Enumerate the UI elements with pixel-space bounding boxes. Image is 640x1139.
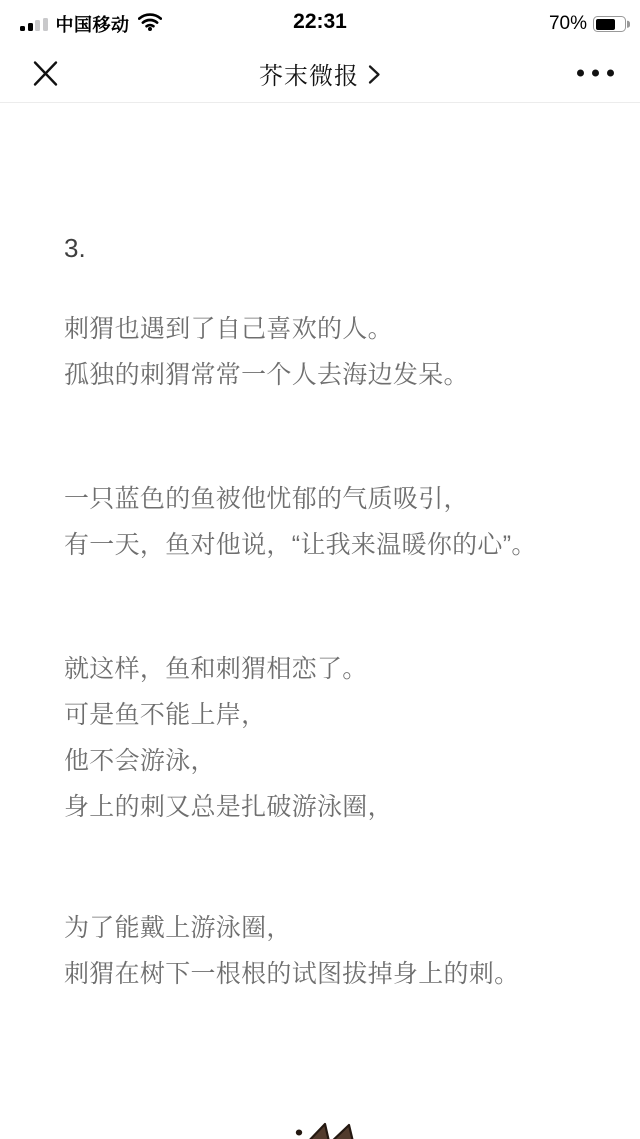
article-line: 刺猬在树下一根根的试图拔掉身上的刺。 (64, 960, 520, 988)
more-menu-button[interactable] (577, 64, 614, 83)
nav-bar (0, 44, 640, 103)
section-number: 3. (64, 233, 86, 263)
status-bar (0, 0, 640, 44)
battery-fill (596, 19, 616, 30)
article-line: 为了能戴上游泳圈， (64, 914, 292, 942)
battery-icon (593, 16, 626, 32)
article-line: 就这样，鱼和刺猬相恋了。 (64, 655, 368, 683)
account-title-button[interactable] (259, 56, 381, 91)
battery-cap (627, 21, 630, 28)
article-content[interactable] (0, 225, 640, 997)
article-line: 有一天，鱼对他说，“让我来温暖你的心”。 (64, 531, 537, 559)
close-icon (32, 74, 59, 91)
carrier-label: 中国移动 (55, 15, 130, 35)
stanza (64, 306, 610, 398)
close-button[interactable] (32, 60, 59, 87)
status-time: 22:31 (293, 10, 347, 33)
article-line: 刺猬也遇到了自己喜欢的人。 (64, 315, 393, 343)
article-line: 孤独的刺猬常常一个人去海边发呆。 (64, 361, 469, 389)
stanza (64, 646, 610, 830)
article-line: 身上的刺又总是扎破游泳圈， (64, 793, 393, 821)
page-title: 芥末微报 (259, 62, 359, 90)
stanza (64, 476, 610, 568)
article-line: 他不会游泳， (64, 747, 216, 775)
article-line: 一只蓝色的鱼被他忧郁的气质吸引， (64, 485, 469, 513)
chevron-right-icon (368, 61, 381, 85)
stanza (64, 905, 610, 997)
status-bar-right (549, 13, 626, 35)
hedgehog-illustration-top-icon (294, 1120, 358, 1139)
more-menu-icon (577, 70, 584, 77)
article-line: 可是鱼不能上岸， (64, 701, 267, 729)
battery-percent-label: 70% (548, 13, 587, 34)
